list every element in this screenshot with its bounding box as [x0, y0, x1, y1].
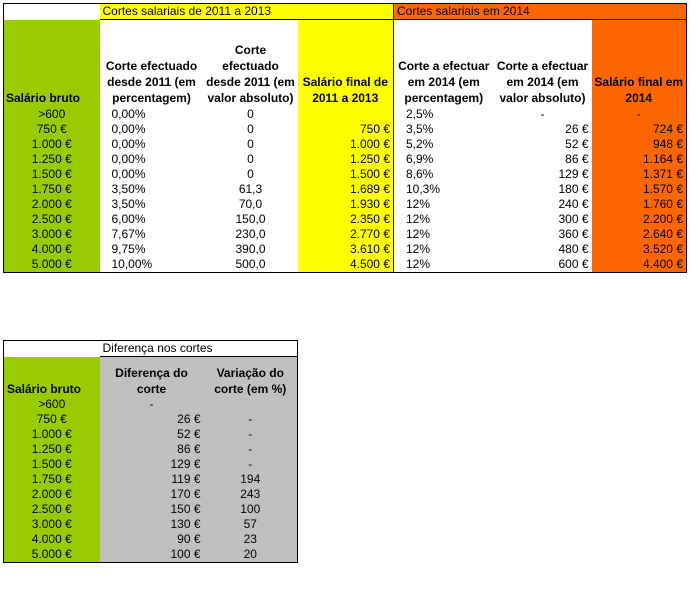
cell-corte-pct-2011: 9,75% [111, 242, 146, 256]
t2-title: Diferença nos cortes [100, 341, 298, 357]
cell-salario-bruto: >600 [4, 107, 100, 122]
cell-corte-abs-2014: 360 € [558, 227, 589, 241]
table-row [4, 107, 687, 122]
table-row [4, 457, 298, 472]
cell-corte-pct-2011: 3,50% [111, 182, 146, 196]
cell-salario-bruto: 2.000 € [4, 487, 100, 502]
cell-variacao: - [204, 457, 298, 472]
group-2014-title: Cortes salariais em 2014 [394, 4, 687, 20]
cell-salario-bruto: 3.000 € [4, 227, 100, 242]
cell-diferenca: - [100, 397, 204, 412]
header-corte-abs-2011: Corte efectuado desde 2011 (em valor absoluto) [206, 43, 295, 105]
cell-salario-bruto: 750 € [4, 412, 100, 427]
cell-salario-bruto: 2.000 € [4, 197, 100, 212]
table-row [4, 502, 298, 517]
table-row [4, 182, 687, 197]
t2-title-row [4, 341, 298, 357]
cell-salario-bruto: 5.000 € [4, 257, 100, 273]
cell-corte-pct-2014: 2,5% [394, 107, 494, 122]
cell-salario-bruto: 3.000 € [4, 517, 100, 532]
cell-corte-pct-2011: 0,00% [111, 122, 146, 136]
cell-corte-pct-2014: 12% [394, 257, 494, 273]
table-row [4, 122, 687, 137]
table-row [4, 397, 298, 412]
cell-corte-abs-2011: 70,0 [238, 197, 263, 211]
cell-salario-final-2014: 1.164 € [592, 152, 687, 167]
cell-salario-final-2013: 3.610 € [298, 242, 394, 257]
header-corte-pct-2011: Corte efectuado desde 2011 (em percentagem) [105, 59, 198, 105]
cell-diferenca: 119 € [100, 472, 204, 487]
cell-diferenca: 170 € [100, 487, 204, 502]
cell-corte-abs-2011: 0 [247, 137, 254, 151]
cell-salario-bruto: 1.500 € [4, 457, 100, 472]
cell-salario-bruto: 4.000 € [4, 532, 100, 547]
cell-variacao: - [204, 442, 298, 457]
cell-corte-abs-2014: 52 € [565, 137, 589, 151]
cell-salario-final-2013: 2.350 € [298, 212, 394, 227]
cell-corte-abs-2011: 500,0 [235, 257, 266, 271]
cell-salario-bruto: 1.750 € [4, 472, 100, 487]
table-row [4, 257, 687, 273]
t2-header-salario-bruto: Salário bruto [4, 357, 100, 398]
salary-cuts-table [3, 3, 687, 273]
cell-corte-pct-2014: 12% [394, 212, 494, 227]
blank-corner-cell [4, 4, 100, 20]
cell-corte-pct-2011: 3,50% [111, 197, 146, 211]
cell-corte-pct-2011: 0,00% [111, 137, 146, 151]
cell-corte-abs-2014: 180 € [558, 182, 589, 196]
cell-corte-pct-2014: 3,5% [394, 122, 494, 137]
cell-salario-final-2014: - [592, 107, 687, 122]
cell-diferenca: 100 € [100, 547, 204, 563]
cell-salario-final-2013: 1.250 € [298, 152, 394, 167]
cell-corte-pct-2014: 12% [394, 242, 494, 257]
table-row [4, 472, 298, 487]
cell-corte-pct-2011: 10,00% [111, 257, 153, 271]
cell-salario-bruto: 1.250 € [4, 442, 100, 457]
header-row [4, 20, 687, 108]
t2-header-variacao: Variação do corte (em %) [204, 357, 298, 398]
t2-header-row [4, 357, 298, 398]
table-row [4, 547, 298, 563]
cell-salario-final-2013 [298, 107, 394, 122]
cell-diferenca: 52 € [100, 427, 204, 442]
cell-corte-abs-2011: 230,0 [235, 227, 266, 241]
cell-corte-abs-2014: 480 € [558, 242, 589, 256]
table-row [4, 412, 298, 427]
cell-corte-pct-2014: 8,6% [394, 167, 494, 182]
cell-corte-abs-2014: 26 € [565, 122, 589, 136]
cell-corte-pct-2011: 0,00% [111, 107, 146, 121]
header-corte-pct-2014: Corte a efectuar em 2014 (em percentagem) [394, 20, 494, 108]
cell-salario-final-2013: 1.689 € [298, 182, 394, 197]
cell-corte-abs-2014: 600 € [558, 257, 589, 271]
cell-diferenca: 90 € [100, 532, 204, 547]
cell-salario-final-2014: 2.200 € [592, 212, 687, 227]
cell-salario-final-2014: 948 € [592, 137, 687, 152]
table-row [4, 227, 687, 242]
cell-salario-bruto: 1.250 € [4, 152, 100, 167]
cell-diferenca: 150 € [100, 502, 204, 517]
table-row [4, 242, 687, 257]
cell-salario-bruto: 2.500 € [4, 212, 100, 227]
cell-salario-bruto: 4.000 € [4, 242, 100, 257]
cell-corte-pct-2014: 5,2% [394, 137, 494, 152]
cell-salario-final-2013: 1.930 € [298, 197, 394, 212]
table-row [4, 152, 687, 167]
cell-salario-final-2014: 724 € [592, 122, 687, 137]
header-salario-final-2014: Salário final em 2014 [592, 20, 687, 108]
group-title-row [4, 4, 687, 20]
table-row [4, 517, 298, 532]
table-row [4, 197, 687, 212]
cell-variacao: 243 [204, 487, 298, 502]
cell-variacao: 23 [204, 532, 298, 547]
cell-salario-bruto: >600 [4, 397, 100, 412]
cell-corte-abs-2011: 0 [247, 152, 254, 166]
cut-difference-table [3, 340, 298, 563]
cell-salario-bruto: 2.500 € [4, 502, 100, 517]
header-salario-final-2013: Salário final de 2011 a 2013 [298, 20, 394, 108]
cell-corte-abs-2011: 0 [247, 167, 254, 181]
cell-salario-bruto: 1.000 € [4, 137, 100, 152]
cell-salario-final-2013: 1.500 € [298, 167, 394, 182]
table-row [4, 532, 298, 547]
cell-salario-final-2014: 1.371 € [592, 167, 687, 182]
cell-variacao: 57 [204, 517, 298, 532]
cell-variacao: - [204, 427, 298, 442]
cell-variacao: 20 [204, 547, 298, 563]
table-row [4, 427, 298, 442]
cell-corte-pct-2014: 10,3% [394, 182, 494, 197]
cell-salario-final-2014: 1.760 € [592, 197, 687, 212]
cell-corte-abs-2014: 129 € [558, 167, 589, 181]
table-row [4, 212, 687, 227]
cell-corte-abs-2014: - [540, 107, 545, 121]
cell-variacao: 100 [204, 502, 298, 517]
cell-salario-bruto: 750 € [4, 122, 100, 137]
cell-salario-final-2014: 4.400 € [592, 257, 687, 273]
cell-corte-abs-2014: 300 € [558, 212, 589, 226]
t2-blank-corner-cell [4, 341, 100, 357]
table-row [4, 487, 298, 502]
cell-corte-pct-2014: 12% [394, 227, 494, 242]
cell-salario-final-2013: 2.770 € [298, 227, 394, 242]
cell-corte-pct-2011: 0,00% [111, 152, 146, 166]
cell-salario-final-2013: 4.500 € [298, 257, 394, 273]
cell-salario-bruto: 1.000 € [4, 427, 100, 442]
cell-corte-abs-2014: 86 € [565, 152, 589, 166]
cell-corte-abs-2011: 390,0 [235, 242, 266, 256]
cell-salario-final-2013: 1.000 € [298, 137, 394, 152]
header-salario-bruto: Salário bruto [4, 20, 100, 108]
table-row [4, 137, 687, 152]
cell-salario-final-2014: 2.640 € [592, 227, 687, 242]
cell-salario-final-2014: 1.570 € [592, 182, 687, 197]
table-row [4, 167, 687, 182]
cell-corte-pct-2011: 7,67% [111, 227, 146, 241]
cell-corte-abs-2011: 150,0 [235, 212, 266, 226]
t2-header-diferenca: Diferença do corte [100, 357, 204, 398]
cell-corte-pct-2011: 6,00% [111, 212, 146, 226]
cell-variacao: - [204, 412, 298, 427]
cell-corte-abs-2014: 240 € [558, 197, 589, 211]
cell-diferenca: 130 € [100, 517, 204, 532]
cell-corte-abs-2011: 0 [247, 122, 254, 136]
group-2011-2013-title: Cortes salariais de 2011 a 2013 [100, 4, 394, 20]
table-row [4, 442, 298, 457]
cell-diferenca: 86 € [100, 442, 204, 457]
cell-diferenca: 129 € [100, 457, 204, 472]
cell-corte-pct-2014: 6,9% [394, 152, 494, 167]
cell-variacao: 194 [204, 472, 298, 487]
header-corte-abs-2014: Corte a efectuar em 2014 (em valor absoluto) [496, 59, 589, 105]
cell-corte-pct-2014: 12% [394, 197, 494, 212]
cell-diferenca: 26 € [100, 412, 204, 427]
cell-corte-abs-2011: 0 [247, 107, 254, 121]
cell-salario-bruto: 1.750 € [4, 182, 100, 197]
cell-salario-final-2014: 3.520 € [592, 242, 687, 257]
cell-corte-pct-2011: 0,00% [111, 167, 146, 181]
cell-salario-final-2013: 750 € [298, 122, 394, 137]
cell-corte-abs-2011: 61,3 [238, 182, 263, 196]
cell-salario-bruto: 1.500 € [4, 167, 100, 182]
cell-salario-bruto: 5.000 € [4, 547, 100, 563]
cell-variacao [204, 397, 298, 412]
